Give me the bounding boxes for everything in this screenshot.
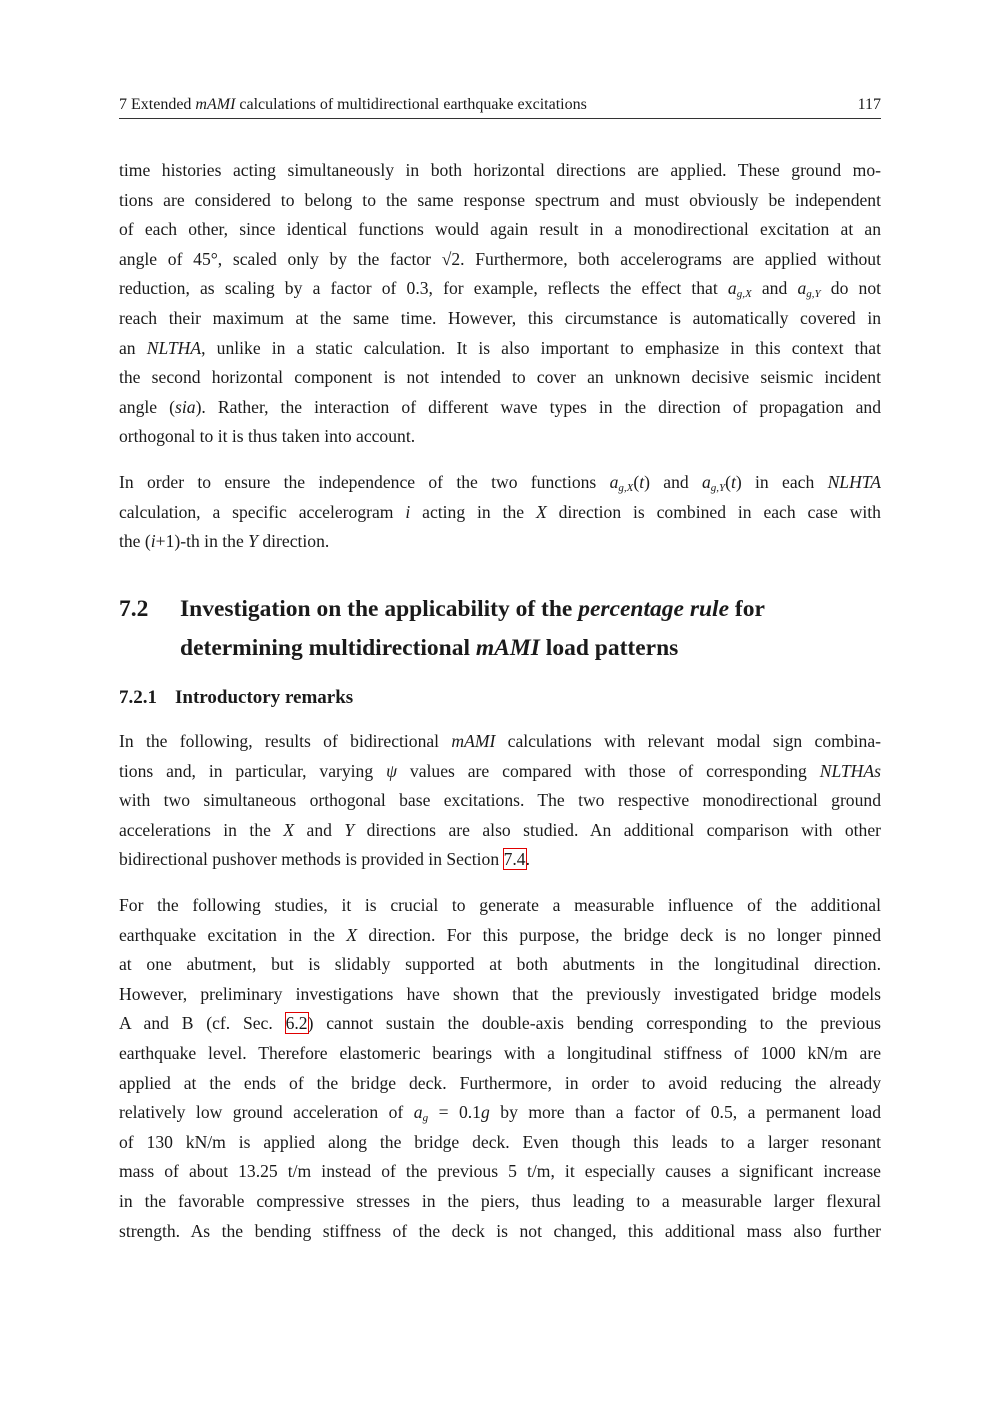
text-run: reduction, as scaling by a factor of 0.3, for example, reflects the effect that [119,278,728,299]
text-run: do not [820,278,882,299]
text-line [119,1039,881,1069]
math-italic: g [480,1102,490,1123]
emphasis: percentage rule [578,596,729,622]
text-run: ( [725,472,731,492]
text-line [119,757,881,787]
math-italic: i [150,531,156,552]
text-line [119,215,881,245]
text-line [119,1009,881,1039]
text-run: with two simultaneous orthogonal base excitations. The two respective monodirectional ground [119,790,881,811]
text-run: . [525,849,530,870]
text-line [119,1157,881,1187]
text-line [119,498,881,528]
text-line [119,334,881,364]
text-run: angle of 45°, scaled only by the factor √2. Furthermore, both accelerograms are applied without [119,248,881,269]
text-run: in the favorable compressive stresses in the piers, thus leading to a measurable larger flexural [119,1190,881,1211]
page-number: 117 [857,96,881,113]
text-run: , unlike in a static calculation. It is also important to emphasize in this context that [201,337,881,358]
text-run: tions are considered to belong to the same response spectrum and must obviously be independent [119,189,881,210]
text-line [119,1069,881,1099]
text-line [119,727,881,757]
text-run: load patterns [539,635,679,661]
math-italic: X [283,819,295,840]
text-line [119,845,881,875]
math-italic: NLTHA [146,337,202,358]
chapter-title-prefix: 7 Extended [119,96,196,113]
text-line [119,304,881,334]
chapter-title-italic: mAMI [195,96,236,113]
text-run: bidirectional pushover methods is provided in Section [119,849,504,870]
text-run: of each other, since identical functions would again result in a monodirectional excitation at an [119,219,881,240]
text-run: earthquake level. Therefore elastomeric bearings with a longitudinal stiffness of 1000 kN/m are [119,1042,881,1063]
math-italic: mAMI [451,731,496,751]
math-italic: a [413,1102,423,1123]
math-italic: a [609,472,619,492]
text-run: However, preliminary investigations have shown that the previously investigated bridge models [119,983,881,1004]
paragraph [119,727,881,875]
text-run: applied at the ends of the bridge deck. Furthermore, in order to avoid reducing the already [119,1072,881,1093]
text-run: strength. As the bending stiffness of the deck is not changed, this additional mass also further [119,1220,881,1241]
text-run: ( [633,472,640,492]
section-heading [119,590,889,668]
text-line [119,786,881,816]
text-line [119,527,881,557]
running-header [119,96,881,119]
text-line [119,468,881,498]
text-line [119,980,881,1010]
math-italic: ψ [386,760,397,781]
math-italic: i [405,501,411,522]
text-run: acting in the [410,501,536,522]
subsection-heading [119,687,353,709]
math-italic: Y [344,819,355,840]
text-run: direction is combined in each case with [546,501,881,522]
text-line [119,393,881,423]
text-line [119,422,881,452]
text-run: an [119,337,147,358]
text-line [119,816,881,846]
text-run: In order to ensure the independence of the two functions [119,472,610,492]
text-run: ) and [644,472,702,492]
text-run: mass of about 13.25 t/m instead of the previous 5 t/m, it especially causes a significant increase [119,1161,881,1182]
text-run: angle ( [119,396,176,417]
text-run: Investigation on the applicability of the [180,596,579,622]
paragraph [119,156,881,452]
chapter-title-suffix: calculations of multidirectional earthquake excitations [235,96,587,113]
text-run: relatively low ground acceleration of [119,1102,414,1123]
text-line [119,274,881,304]
text-line [119,1217,881,1247]
text-line [119,921,881,951]
text-line [119,245,881,275]
math-italic: sia [175,396,196,417]
text-line [119,891,881,921]
text-line [119,1128,881,1158]
text-line [119,363,881,393]
text-run: earthquake excitation in the [119,924,347,945]
text-line [119,156,881,186]
text-run: tions and, in particular, varying [119,760,387,781]
text-run: the second horizontal component is not intended to cover an unknown decisive seismic incident [119,367,881,388]
text-run: ) cannot sustain the double-axis bending corresponding to the previous [307,1013,881,1034]
text-line [119,950,881,980]
text-run: directions are also studied. An additional comparison with other [354,819,882,840]
text-run: direction. For this purpose, the bridge deck is no longer pinned [357,924,881,945]
text-run: ) in each [735,472,828,492]
subscript: g [422,1112,429,1125]
text-run: the ( [119,531,151,552]
chapter-title [119,96,587,114]
text-run: A and B (cf. Sec. [119,1013,286,1034]
text-run: In the following, results of bidirectional [119,731,452,751]
paragraph [119,468,881,557]
text-run: direction. [257,531,330,552]
text-run: orthogonal to it is thus taken into account. [119,426,416,447]
math-italic: a [727,278,737,299]
text-run: and [751,278,798,299]
emphasis: mAMI [475,635,540,661]
text-run: and [294,819,345,840]
math-italic: X [346,924,358,945]
text-run: at one abutment, but is slidably supported at both abutments in the longitudinal direction. [119,954,881,975]
text-run: accelerations in the [119,819,284,840]
text-run: ). Rather, the interaction of different wave types in the direction of propagation and [195,396,881,417]
subsection-number: 7.2.1 [119,687,157,708]
text-run: time histories acting simultaneously in both horizontal directions are applied. These ground mo- [119,160,881,180]
math-italic: NLHTA [827,472,882,492]
paragraph [119,891,881,1246]
text-run: +1)-th in the [155,531,249,552]
text-run: calculations with relevant modal sign combina- [495,731,881,751]
subscript: g,Y [806,288,821,301]
text-line [119,186,881,216]
text-line [119,1187,881,1217]
math-italic: NLTHAs [819,760,881,781]
section-reference-link[interactable]: 7.4 [503,849,526,870]
subscript: g,X [618,482,634,494]
text-run: of 130 kN/m is applied along the bridge deck. Even though this leads to a larger resonant [119,1131,881,1152]
subscript: g,Y [710,482,726,494]
math-italic: X [535,501,547,522]
math-italic: t [731,472,736,492]
text-run: calculation, a specific accelerogram [119,501,406,522]
text-run: = 0.1 [428,1102,481,1123]
text-run: values are compared with those of corresponding [397,760,820,781]
text-run: for determining multidirectional [180,596,765,661]
section-reference-link[interactable]: 6.2 [285,1013,308,1034]
text-line [119,1098,881,1128]
section-number: 7.2 [119,596,149,622]
section-title [180,590,889,668]
text-run: reach their maximum at the same time. However, this circumstance is automatically covered in [119,307,881,328]
subsection-title: Introductory remarks [175,687,354,708]
math-italic: a [701,472,711,492]
text-run: For the following studies, it is crucial to generate a measurable influence of the additional [119,895,881,915]
math-italic: t [639,472,645,492]
subscript: g,X [736,288,752,301]
math-italic: Y [248,531,258,552]
math-italic: a [797,278,807,299]
text-run: by more than a factor of 0.5, a permanent load [489,1102,881,1123]
